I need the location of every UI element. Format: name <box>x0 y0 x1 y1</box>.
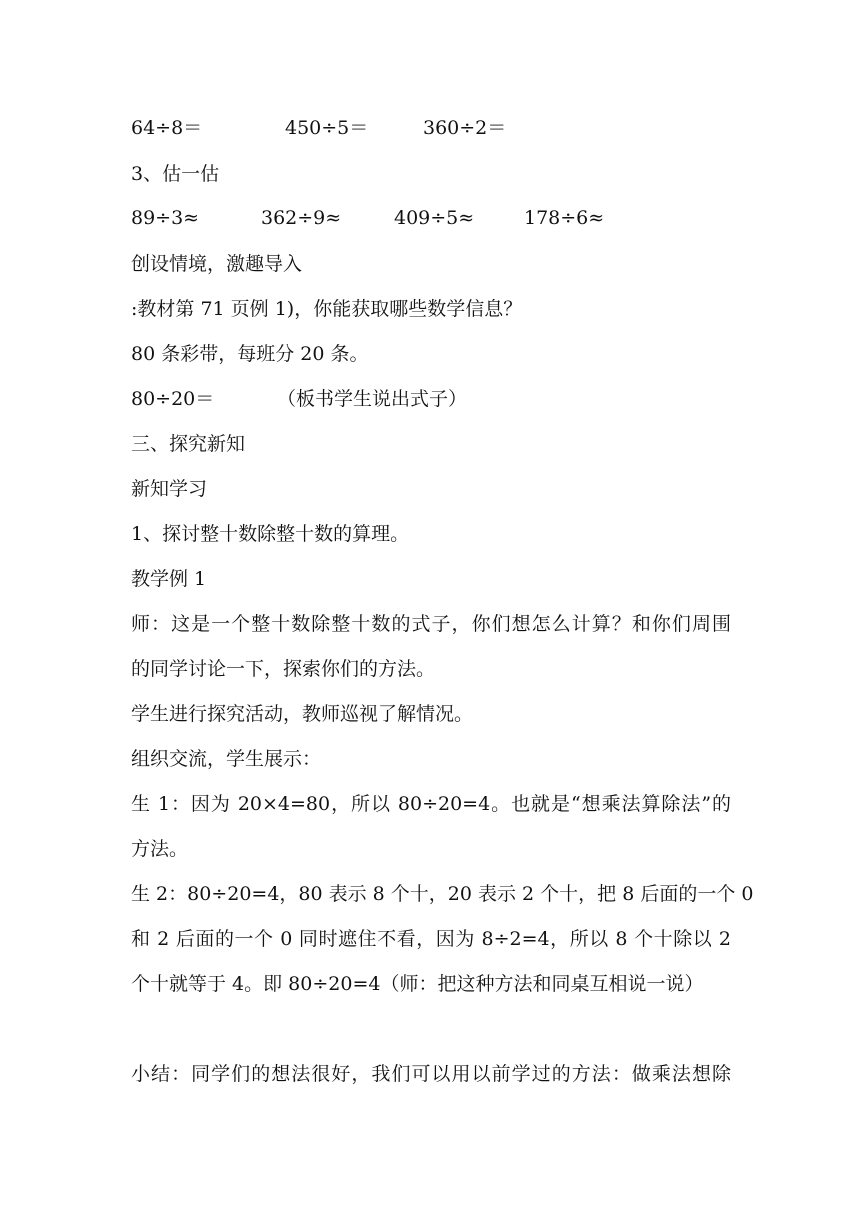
section-explore-heading: 三、探究新知 <box>131 433 246 455</box>
example-label: 教学例 1 <box>131 568 207 590</box>
activity-line: 学生进行探究活动，教师巡视了解情况。 <box>131 703 474 725</box>
section-intro-heading: 创设情境，激趣导入 <box>131 253 303 275</box>
teacher-paragraph-line-1: 师：这是一个整十数除整十数的式子，你们想怎么计算？和你们周围 <box>131 613 731 635</box>
student-1-line-1: 生 1：因为 20×4=80，所以 80÷20=4。也就是“想乘法算除法”的 <box>131 793 731 815</box>
intro-line-1: :教材第 71 页例 1)，你能获取哪些数学信息？ <box>131 298 523 320</box>
student-2-line-1: 生 2：80÷20=4，80 表示 8 个十，20 表示 2 个十，把 8 后面的一个 0 <box>131 883 754 905</box>
heading-estimate: 3、估一估 <box>131 163 220 185</box>
student-2-line-3: 个十就等于 4。即 80÷20=4（师：把这种方法和同桌互相说一说） <box>131 973 704 995</box>
teacher-paragraph-line-2: 的同学讨论一下，探索你们的方法。 <box>131 658 436 680</box>
exercise-360-div-2: 360÷2＝ <box>423 117 507 139</box>
estimate-178-div-6: 178÷6≈ <box>524 207 605 229</box>
item-1-heading: 1、探讨整十数除整十数的算理。 <box>131 523 410 545</box>
exercise-64-div-8: 64÷8＝ <box>131 117 203 139</box>
subheading-new-knowledge: 新知学习 <box>131 478 208 500</box>
student-2-line-2: 和 2 后面的一个 0 同时遮住不看，因为 8÷2=4，所以 8 个十除以 2 <box>131 928 731 950</box>
student-1-line-2: 方法。 <box>131 838 189 860</box>
estimate-409-div-5: 409÷5≈ <box>394 207 475 229</box>
exercise-450-div-5: 450÷5＝ <box>285 117 369 139</box>
equation-80-div-20: 80÷20＝ <box>131 388 215 410</box>
summary-line: 小结：同学们的想法很好，我们可以用以前学过的方法：做乘法想除 <box>131 1063 731 1085</box>
estimate-362-div-9: 362÷9≈ <box>261 207 342 229</box>
estimate-89-div-3: 89÷3≈ <box>131 207 200 229</box>
organize-line: 组织交流，学生展示： <box>131 748 322 770</box>
intro-line-2: 80 条彩带，每班分 20 条。 <box>131 343 369 365</box>
board-note: （板书学生说出式子） <box>277 388 468 410</box>
